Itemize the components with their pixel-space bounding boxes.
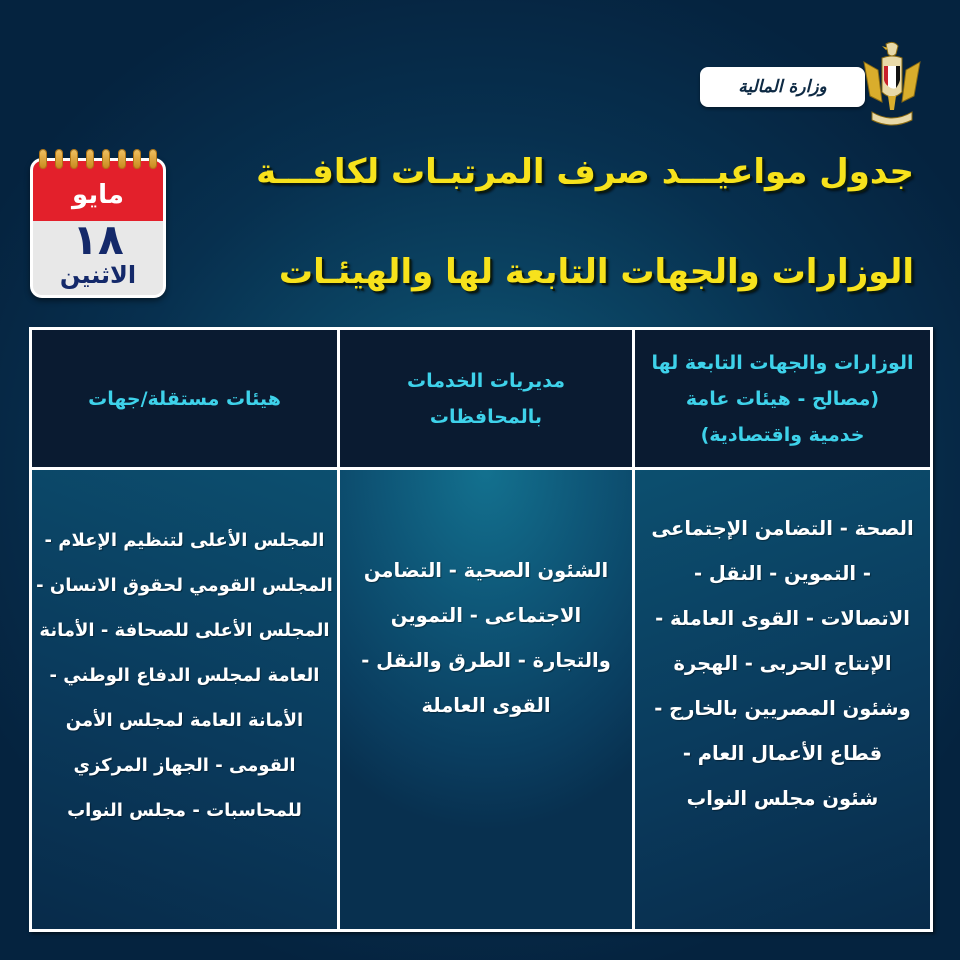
- cell-line: المجلس الأعلى لتنظيم الإعلام -: [44, 530, 325, 551]
- salary-schedule-table: [29, 327, 933, 932]
- header-line: الوزارات والجهات التابعة لها: [651, 351, 914, 374]
- cell-directorates: [340, 470, 632, 929]
- ministry-name: وزارة المالية: [738, 77, 827, 97]
- ring-icon: [56, 150, 62, 168]
- cell-line: الإنتاج الحربى - الهجرة: [673, 652, 892, 675]
- header-line: (مصالح - هيئات عامة: [685, 387, 880, 410]
- calendar-weekday: الاثنين: [59, 261, 137, 289]
- header-line: هيئات مستقلة/جهات: [88, 387, 281, 410]
- header-line: بالمحافظات: [429, 405, 543, 428]
- ministry-logo: [698, 40, 930, 130]
- calendar-rings: [40, 150, 156, 172]
- cell-independent-bodies: [32, 470, 337, 929]
- cell-line: - التموين - النقل -: [694, 562, 871, 585]
- calendar-day: ١٨: [72, 215, 124, 264]
- cell-ministries: [635, 470, 930, 929]
- header-line: خدمية واقتصادية): [700, 423, 865, 446]
- cell-line: الصحة - التضامن الإجتماعى: [651, 517, 914, 540]
- header-line: مديريات الخدمات: [407, 369, 565, 392]
- cell-line: القوى العاملة: [421, 694, 551, 717]
- cell-line: القومى - الجهاز المركزي: [73, 755, 296, 776]
- ring-icon: [134, 150, 140, 168]
- page-title-line-2: الوزارات والجهات التابعة لها والهيئـات: [278, 252, 914, 292]
- ring-icon: [87, 150, 93, 168]
- header-directorates: [340, 330, 632, 467]
- calendar-icon: [30, 150, 166, 298]
- cell-line: شئون مجلس النواب: [686, 787, 879, 810]
- ring-icon: [71, 150, 77, 168]
- ring-icon: [119, 150, 125, 168]
- cell-line: الأمانة العامة لمجلس الأمن: [65, 710, 304, 731]
- column-divider: [337, 330, 340, 929]
- ministry-name-badge: [700, 67, 865, 107]
- calendar-month: مايو: [72, 180, 124, 210]
- cell-line: المجلس القومي لحقوق الانسان -: [36, 575, 333, 596]
- cell-line: قطاع الأعمال العام -: [682, 742, 883, 765]
- column-divider: [632, 330, 635, 929]
- cell-line: وشئون المصريين بالخارج -: [654, 697, 911, 720]
- cell-line: الشئون الصحية - التضامن: [363, 559, 609, 582]
- ring-icon: [40, 150, 46, 168]
- header-independent-bodies: [32, 330, 337, 467]
- header-ministries: [635, 330, 930, 467]
- cell-line: للمحاسبات - مجلس النواب: [67, 800, 302, 821]
- ring-icon: [103, 150, 109, 168]
- cell-line: والتجارة - الطرق والنقل -: [361, 649, 611, 672]
- egypt-eagle-emblem-icon: [860, 40, 924, 128]
- cell-line: العامة لمجلس الدفاع الوطني -: [49, 665, 320, 686]
- header-divider: [32, 467, 930, 470]
- cell-line: الاتصالات - القوى العاملة -: [655, 607, 910, 630]
- cell-line: الاجتماعى - التموين: [390, 604, 582, 627]
- calendar-page: [30, 158, 166, 298]
- page-title-line-1: جدول مواعيـــد صرف المرتبـات لكافـــة: [256, 152, 914, 192]
- cell-line: المجلس الأعلى للصحافة - الأمانة: [39, 620, 330, 641]
- ring-icon: [150, 150, 156, 168]
